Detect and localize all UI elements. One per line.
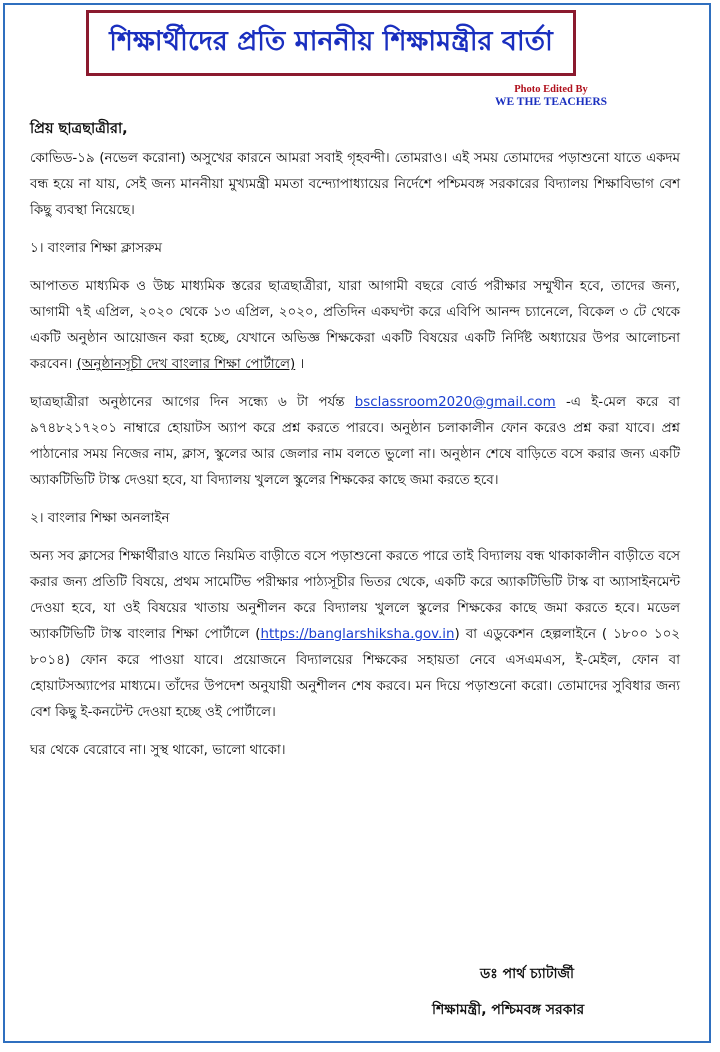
title-box (86, 10, 576, 76)
salutation: প্রিয় ছাত্রছাত্রীরা, (30, 121, 128, 137)
section-1-paragraph-1 (30, 274, 680, 378)
photo-credit (476, 83, 626, 109)
schedule-portal-link[interactable]: (অনুষ্ঠানসূচী দেখ বাংলার শিক্ষা পোর্টালে) (76, 357, 296, 372)
section-2-heading: ২। বাংলার শিক্ষা অনলাইন (30, 511, 170, 526)
credit-line-1: Photo Edited By (514, 84, 588, 95)
section-2-end: ) বা এডুকেশন হেল্পলাইনে ( ১৮০০ ১০২ ৮০১৪) ফোন করে পাওয়া যাবে। প্রয়োজনে বিদ্যালয়ের শিক্ষকের সহায়তা নেবে এসএমএস, ই-মেইল, ফোন বা হোয়াটসঅ্যাপের মাধ্যমে। তাঁদের উপদেশ অনুযায়ী অনুশীলন শেষ করবে। মন দিয়ে পড়াশুনো করো। তোমাদের সুবিধার জন্য বেশ কিছু ই-কনটেন্ট দেওয়া হচ্ছে ওই পোর্টালে। (30, 627, 680, 720)
portal-url-link[interactable]: https://banglarshiksha.gov.in (260, 627, 455, 642)
section-1-p2-end: -এ ই-মেল করে বা ৯৭৪৮২১৭২০১ নাম্বারে হোয়াটস অ্যাপ করে প্রশ্ন করতে পারবে। অনুষ্ঠান চলাকালীন ফোন করেও প্রশ্ন করা যাবে। প্রশ্ন পাঠানোর সময় নিজের নাম, ক্লাস, স্কুলের আর জেলার নাম বলতে ভুলো না। অনুষ্ঠান শেষে বাড়িতে বসে করার জন্য একটি অ্যাকটিভিটি টাস্ক দেওয়া হবে, যা বিদ্যালয় খুললে স্কুলের শিক্ষকের কাছে জমা করতে হবে। (30, 395, 680, 488)
intro-paragraph: কোভিড-১৯ (নভেল করোনা) অসুখের কারনে আমরা সবাই গৃহবন্দী। তোমরাও। এই সময় তোমাদের পড়াশুনো যাতে একদম বন্ধ হয়ে না যায়, সেই জন্য মাননীয়া মুখ্যমন্ত্রী মমতা বন্দ্যোপাধ্যায়ের নির্দেশে পশ্চিমবঙ্গ সরকারের বিদ্যালয় শিক্ষাবিভাগ বেশ কিছু ব্যবস্থা নিয়েছে। (30, 151, 680, 218)
email-link[interactable]: bsclassroom2020@gmail.com (354, 395, 556, 410)
section-1-end: । (295, 357, 305, 372)
section-1-heading: ১। বাংলার শিক্ষা ক্লাসরুম (30, 241, 162, 256)
section-2-paragraph (30, 544, 680, 726)
page-title: শিক্ষার্থীদের প্রতি মাননীয় শিক্ষামন্ত্রীর বার্তা (109, 25, 553, 57)
section-2-start: অন্য সব ক্লাসের শিক্ষার্থীরাও যাতে নিয়মিত বাড়ীতে বসে পড়াশুনো করতে পারে তাই বিদ্যালয় বন্ধ থাকাকালীন বাড়ীতে বসে করার জন্য প্রতিটি বিষয়ে, প্রথম সামেটিভ পরীক্ষার পাঠ্যসূচীর ভিতর থেকে, একটি করে অ্যাকটিভিটি টাস্ক বা অ্যাসাইনমেন্ট দেওয়া হবে, যা ওই বিষয়ের খাতায় অনুশীলন করে বিদ্যালয় খুললে স্কুলের শিক্ষকের কাছে জমা করতে হবে। মডেল অ্যাকটিভিটি টাস্ক বাংলার শিক্ষা পোর্টালে ( (30, 549, 680, 642)
closing-line: ঘর থেকে বেরোবে না। সুস্থ থাকো, ভালো থাকো। (30, 743, 286, 758)
section-1-paragraph-2 (30, 390, 680, 494)
section-1-text: আপাতত মাধ্যমিক ও উচ্চ মাধ্যমিক স্তরের ছাত্রছাত্রীরা, যারা আগামী বছরে বোর্ড পরীক্ষার সম্মুখীন হবে, তাদের জন্য, আগামী ৭ই এপ্রিল, ২০২০ থেকে ১৩ এপ্রিল, ২০২০, প্রতিদিন একঘণ্টা করে এবিপি আনন্দ চ্যানেলে, বিকেল ৩ টে থেকে একটি অনুষ্ঠান আয়োজন করা হচ্ছে, যেখানে অভিজ্ঞ শিক্ষকেরা একটি বিষয়ের একটি নির্দিষ্ট অধ্যায়ের উপর আলোচনা করবেন। (30, 279, 680, 372)
signature-name: ডঃ পার্থ চ্যাটার্জী (480, 966, 575, 982)
signature-title: শিক্ষামন্ত্রী, পশ্চিমবঙ্গ সরকার (432, 1002, 585, 1018)
letter-body (30, 116, 680, 776)
section-1-p2-start: ছাত্রছাত্রীরা অনুষ্ঠানের আগের দিন সন্ধ্যে ৬ টা পর্যন্ত (30, 395, 355, 410)
credit-line-2: WE THE TEACHERS (494, 96, 608, 108)
